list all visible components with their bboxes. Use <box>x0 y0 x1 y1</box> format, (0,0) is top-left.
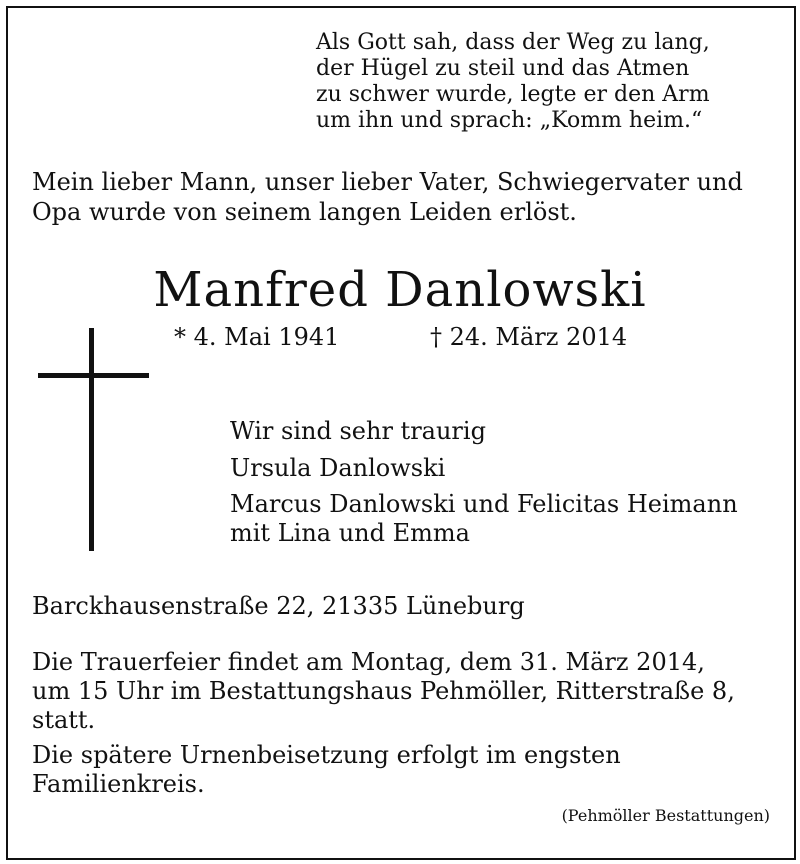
ceremony-line: statt. <box>32 706 96 734</box>
death-date: † 24. März 2014 <box>430 323 628 351</box>
poem-line: zu schwer wurde, legte er den Arm <box>316 82 710 107</box>
intro-line: Mein lieber Mann, unser lieber Vater, Schwiegervater und <box>32 168 743 196</box>
burial-line: Die spätere Urnenbeisetzung erfolgt im engsten <box>32 741 621 769</box>
poem-line: um ihn und sprach: „Komm heim.“ <box>316 108 703 133</box>
mourner-line: Marcus Danlowski und Felicitas Heimann <box>230 490 738 518</box>
poem-line: Als Gott sah, dass der Weg zu lang, <box>316 30 710 55</box>
address: Barckhausenstraße 22, 21335 Lüneburg <box>32 592 525 620</box>
birth-date: * 4. Mai 1941 <box>174 323 340 351</box>
poem-line: der Hügel zu steil und das Atmen <box>316 56 690 81</box>
mourner-line: mit Lina und Emma <box>230 519 470 547</box>
ceremony-line: um 15 Uhr im Bestattungshaus Pehmöller, Ritterstraße 8, <box>32 677 735 705</box>
mourner-line: Ursula Danlowski <box>230 454 446 482</box>
mourner-line: Wir sind sehr traurig <box>230 417 486 445</box>
deceased-name: Manfred Danlowski <box>153 262 647 318</box>
intro-line: Opa wurde von seinem langen Leiden erlöst. <box>32 198 577 226</box>
burial-line: Familienkreis. <box>32 770 205 798</box>
funeral-home-credit: (Pehmöller Bestattungen) <box>561 806 770 825</box>
ceremony-line: Die Trauerfeier findet am Montag, dem 31. März 2014, <box>32 648 705 676</box>
